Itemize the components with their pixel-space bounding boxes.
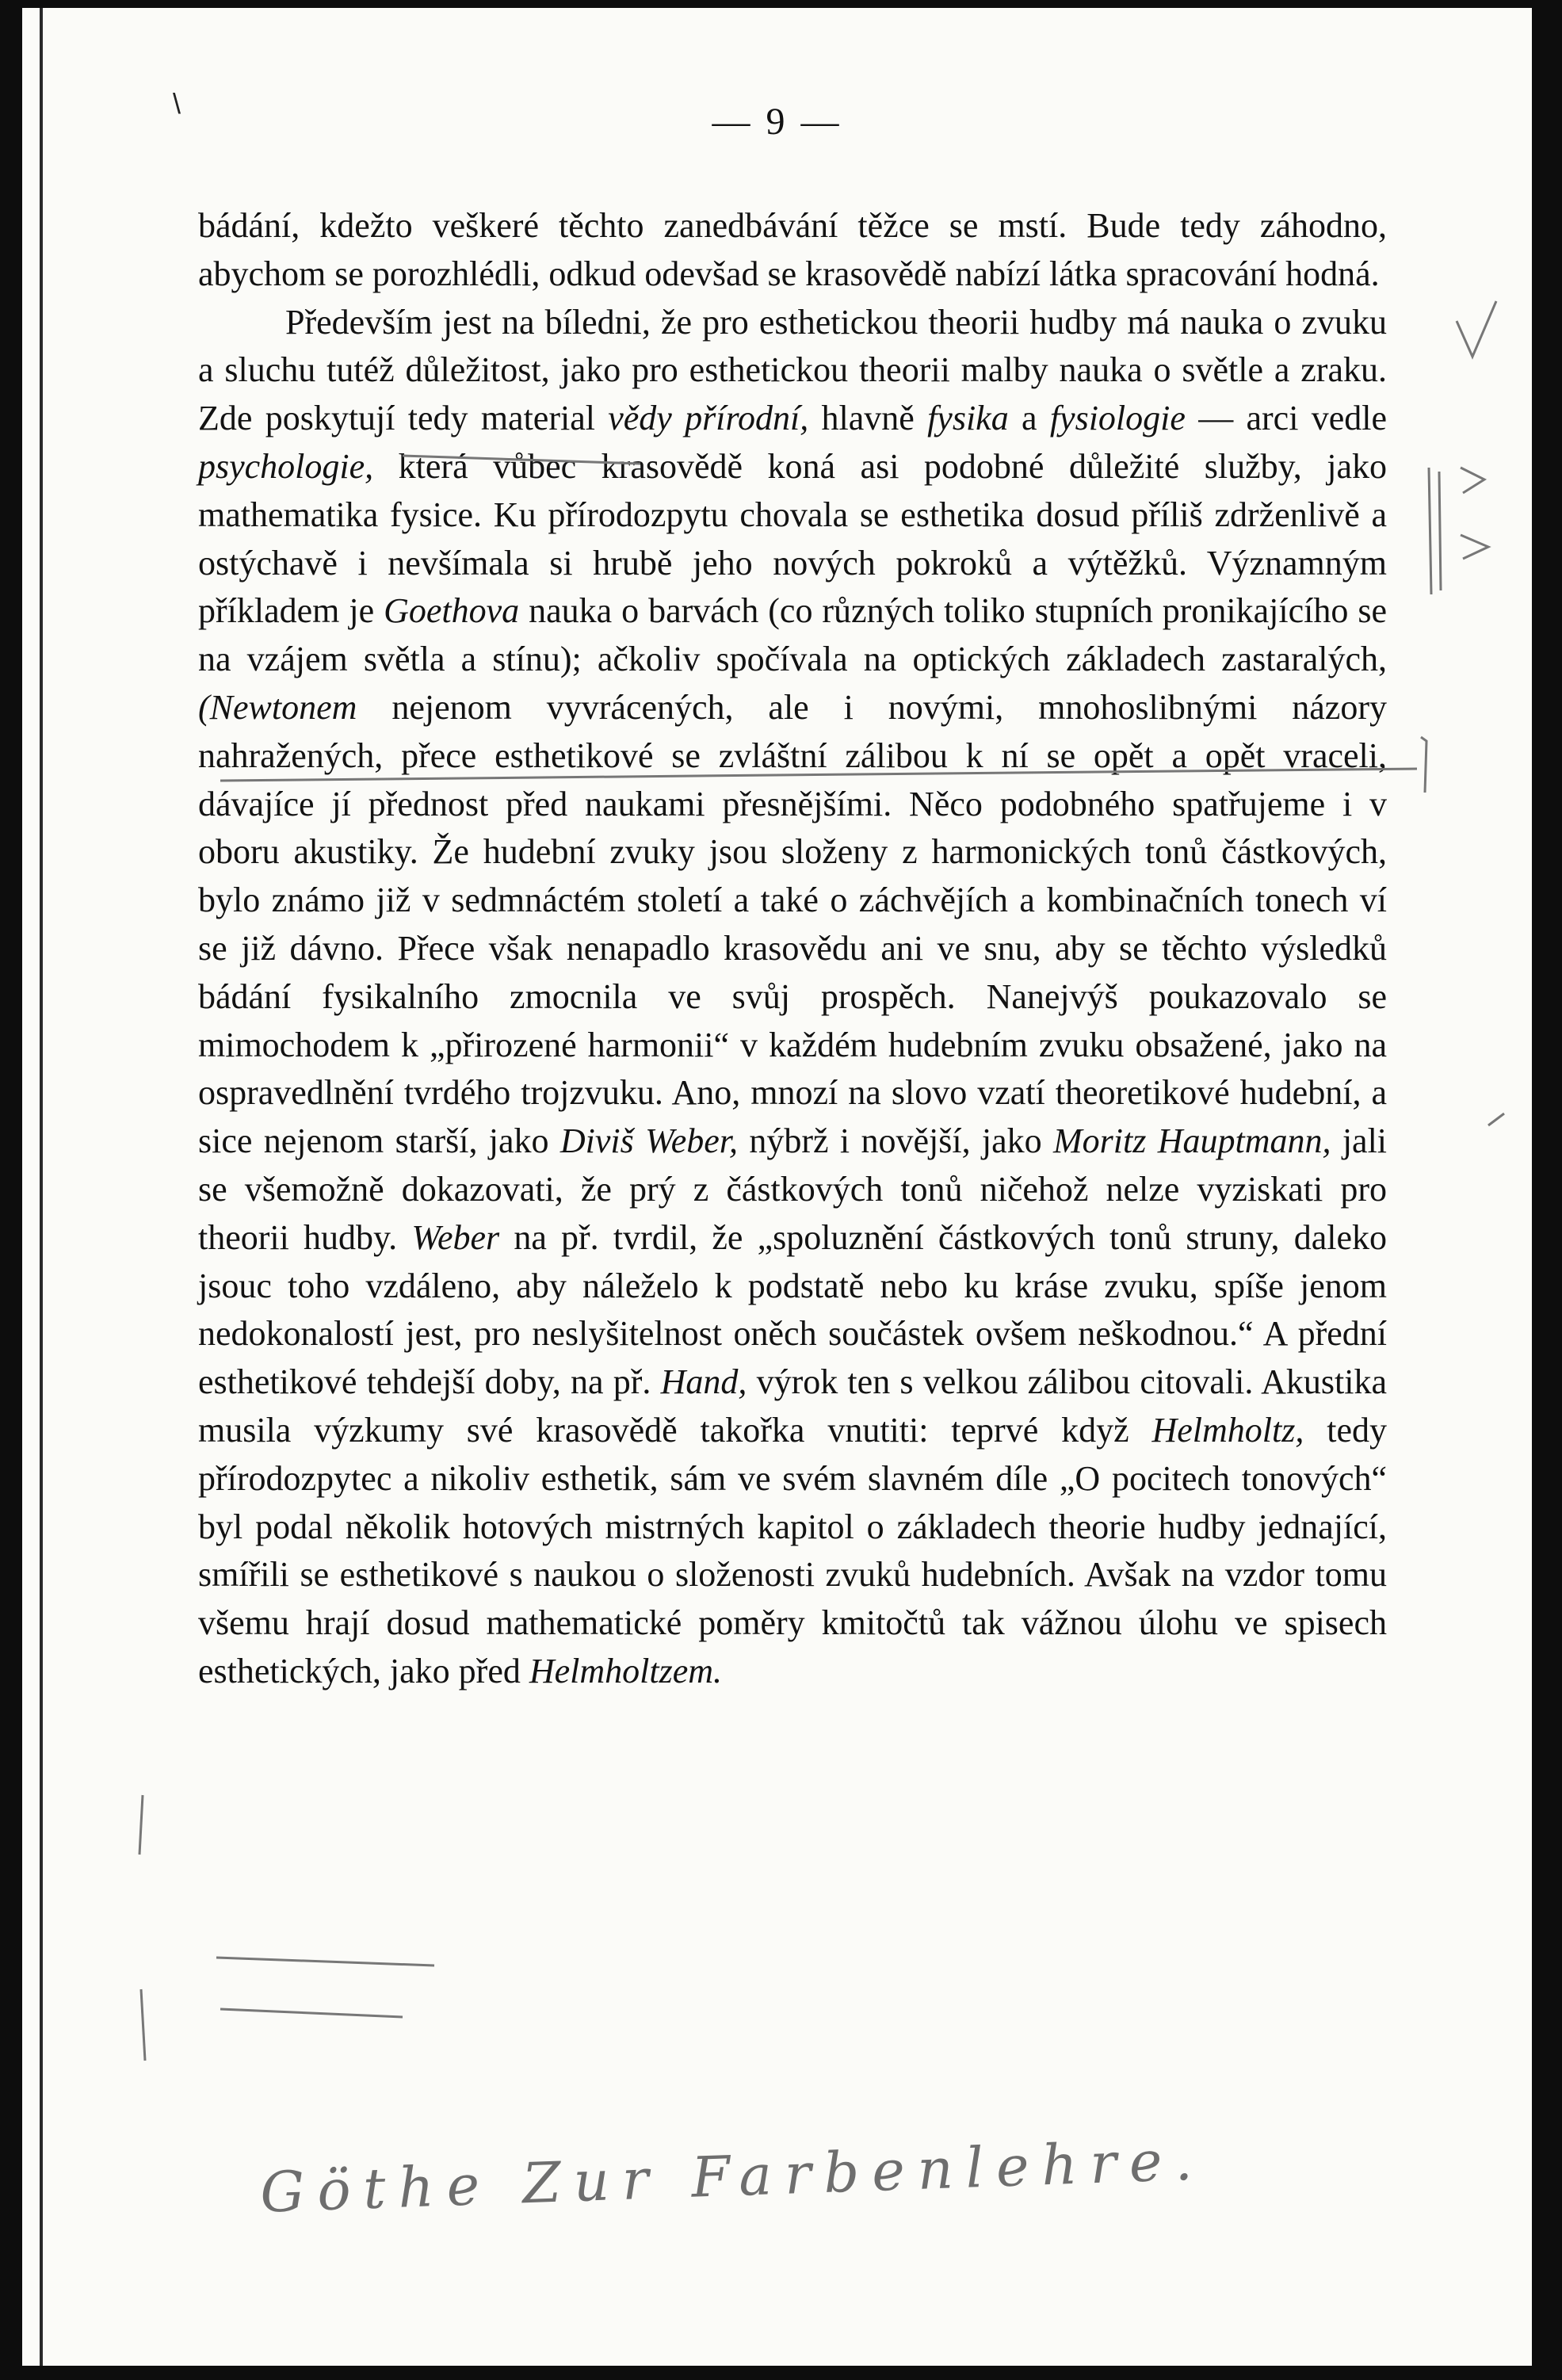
margin-arrow-mark [1461,468,1484,493]
emphasis-weber: Weber [411,1217,500,1257]
text-run: výrok ten s velkou zálibou citovali. Akustika musila výzkumy své krasovědě takořka vnutiti: teprvé když [198,1362,1387,1450]
margin-bracket-mark [1421,737,1426,793]
underline-stroke [403,456,640,464]
emphasis-moritz-hauptmann: Moritz Hauptmann, [1053,1121,1331,1161]
text-run: nýbrž i novější, jako [738,1121,1054,1161]
handwritten-note: Göthe Zur Farbenlehre. [258,2127,1206,2225]
margin-check-mark [1488,1114,1504,1125]
page-number: — 9 — [712,101,842,143]
emphasis-newtonem: (Newtonem [198,687,357,727]
text-run: — arci vedle [1185,399,1387,438]
margin-check-mark [1457,301,1496,357]
margin-arrow-mark [1461,535,1488,559]
emphasis-fysiologie: fysiologie [1049,399,1186,438]
paragraph-1: bádání, kdežto veškeré těchto zanedbávání těžce se mstí. Bude tedy záhodno, abychom se porozhlédli, odkud odevšad se krasovědě nabízí látka spracování hodná. [198,206,1387,293]
emphasis-psychologie: psychologie, [198,446,374,486]
underline-stroke [220,769,1417,781]
margin-bracket-mark [141,1989,145,2061]
scanned-page [22,8,1532,2366]
text-run: tedy přírodozpytec a nikoliv esthetik, sám ve svém slavném díle „O pocitech tonových“ byl podal několik hotových mistrných kapitol o základech theorie hudby jednající, smířili se esthetikové s naukou o složenosti zvuků hudebních. Avšak na vzdor tomu všemu hrají dosud mathematické poměry kmitočtů tak vážnou úlohu ve spisech esthetických, jako před [198,1410,1387,1690]
margin-bracket-mark [139,1795,143,1855]
text-run: jali se všemožně dokazovati, že prý z částkových tonů ničehož nelze vyziskati pro theorii hudby. [198,1121,1388,1257]
margin-bracket-mark [1429,468,1441,594]
underline-stroke [216,1958,434,1966]
emphasis-hand: Hand, [660,1362,747,1402]
emphasis-divis-weber: Diviš Weber, [559,1121,739,1161]
text-run: která vůbec krasovědě koná asi podobné důležité služby, jako mathematika fysice. Ku přírodozpytu chovala se esthetika dosud příliš zdrženlivě a ostýchavě i nevšímala si hrubě jeho nových pokroků a výtěžků. Významným příkladem je [198,446,1387,631]
text-run: hlavně [808,399,928,438]
pencil-corner-mark: \ [173,87,181,120]
emphasis-goethova: Goethova [384,591,520,631]
text-run: Především jest na bíledni, že pro esthetickou theorii hudby má nauka o zvuku a sluchu tutéž důležitost, jako pro esthetickou theorii malby nauka o světle a zraku. Zde poskytují tedy material [198,302,1387,438]
emphasis-helmholtz: Helmholtz, [1151,1410,1304,1450]
emphasis-helmholtzem: Helmholtzem. [529,1651,723,1690]
text-run: a [1008,399,1050,438]
emphasis-fysika: fysika [927,399,1009,438]
text-run: na př. tvrdil, že „spoluznění částkových tonů struny, daleko jsouc toho vzdáleno, aby náleželo k podstatě nebo ku kráse zvuku, spíše jenom nedokonalostí jest, pro neslyšitelnost oněch součástek ovšem neškodnou.“ A přední esthetikové tehdejší doby, na př. [198,1217,1387,1402]
pencil-annotations [22,8,1532,2366]
text-run: nauka o barvách (co různých toliko stupních pronikajícího se na vzájem světla a stínu); ačkoliv spočívala na optických základech zastaralých, [198,591,1387,679]
underline-stroke [220,2009,403,2017]
text-run: nejenom vyvrácených, ale i novými, mnohoslibnými názory nahražených, přece esthetikové se zvláštní zálibou k ní se opět a opět vraceli, dávajíce jí přednost před naukami přesnějšími. Něco podobného spatřujeme i v oboru akustiky. Že hudební zvuky jsou složeny z harmonických tonů částkových, bylo známo již v sedmnáctém století a také o záchvějích a kombinačních tonech ví se již dávno. Přece však nenapadlo krasovědu ani ve snu, aby se těchto výsledků bádání fysikalního zmocnila ve svůj prospěch. Nanejvýš poukazovalo se mimochodem k „přirozené harmonii“ v každém hudebním zvuku obsažené, jako na ospravedlnění tvrdého trojzvuku. Ano, mnozí na slovo vzatí theoretikové hudební, a sice nejenom starší, jako [198,687,1387,1161]
emphasis-vedy-prirodni: vědy přírodní, [608,399,809,438]
